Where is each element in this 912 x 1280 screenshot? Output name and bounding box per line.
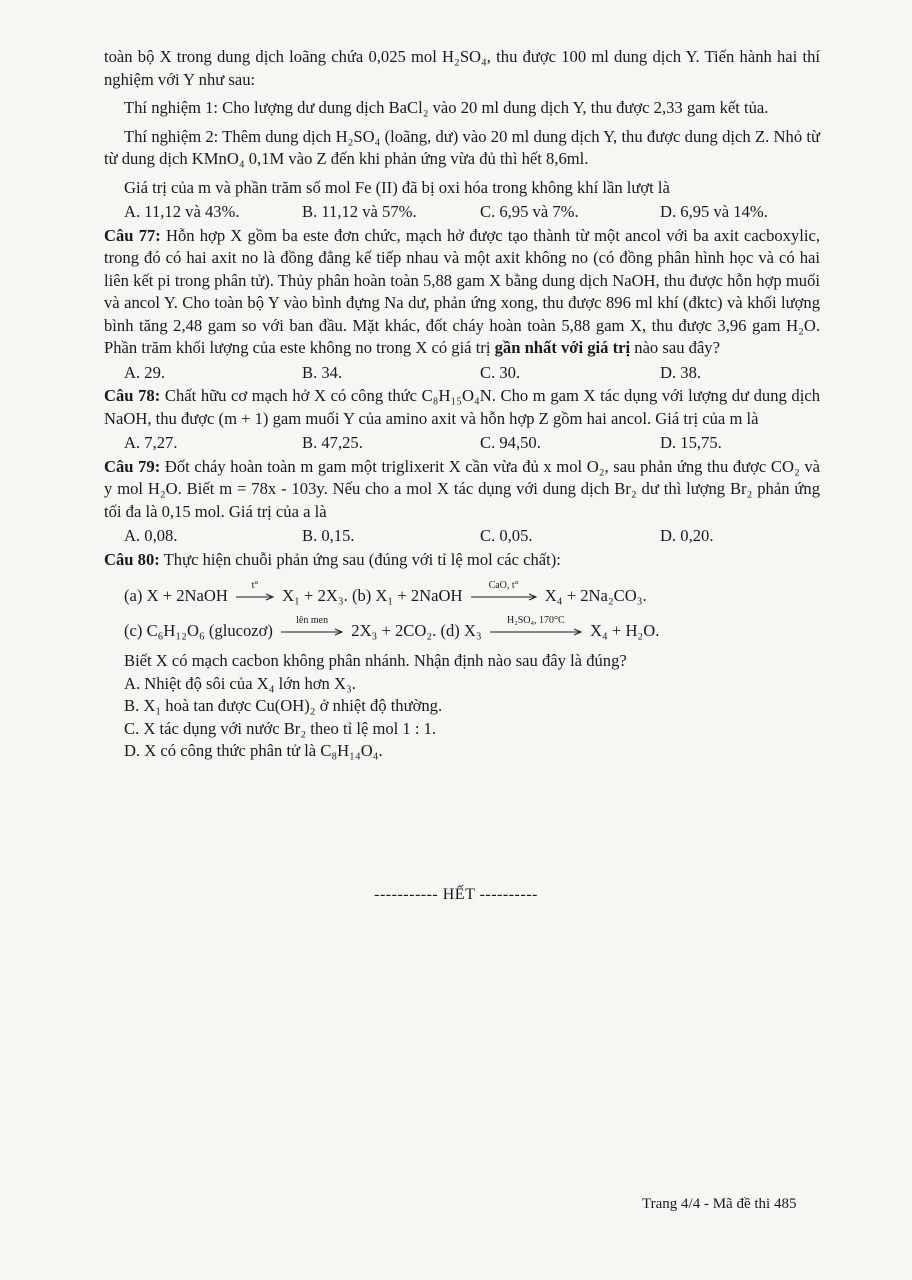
question-emphasis: gần nhất với giá trị bbox=[494, 338, 631, 357]
reaction-b-right: X₄ + 2Na₂CO₃. bbox=[544, 586, 647, 605]
question-text: Đốt cháy hoàn toàn m gam một triglixerit X cần vừa đủ x mol O₂, sau phản ứng thu được CO₂ và y mol H₂O. Biết m = 78x - 103y. Nếu cho a mol X tác dụng với dung dịch Br₂ dư thì lượng Br₂ phản ứng tối đa là 0,15 mol. Giá trị của a là bbox=[104, 456, 820, 521]
reaction-condition: lên men bbox=[296, 614, 329, 626]
option-d: D. 38. bbox=[660, 362, 702, 382]
question-79 bbox=[104, 456, 820, 524]
question-label: Câu 77: bbox=[104, 225, 161, 245]
option-c: C. 6,95 và 7%. bbox=[480, 202, 579, 221]
reaction-a-left: (a) X + 2NaOH bbox=[124, 586, 228, 605]
q78-options bbox=[104, 432, 820, 455]
reaction-condition: H₂SO₄, 170°C bbox=[507, 614, 565, 626]
option-b: B. 11,12 và 57%. bbox=[302, 202, 417, 221]
reaction-arrow bbox=[236, 580, 274, 601]
option-b: B. 34. bbox=[302, 362, 343, 382]
q80-options bbox=[104, 673, 820, 763]
reaction-condition: CaO, t° bbox=[488, 580, 519, 592]
option-a: A. 7,27. bbox=[124, 433, 178, 452]
intro-line: toàn bộ X trong dung dịch loãng chứa 0,025 mol H₂SO₄, thu được 100 ml dung dịch Y. Tiến hành hai thí nghiệm với Y như sau: bbox=[104, 47, 820, 89]
intro-options bbox=[104, 201, 820, 224]
question-label: Câu 80: bbox=[104, 549, 160, 569]
reaction-condition: t° bbox=[251, 580, 259, 592]
question-tail: nào sau đây? bbox=[634, 338, 720, 357]
option-c: C. 94,50. bbox=[480, 433, 541, 452]
reaction-a-right: X₁ + 2X₃. bbox=[282, 586, 348, 605]
option-a: A. Nhiệt độ sôi của X₄ lớn hơn X₃. bbox=[124, 673, 356, 693]
option-d: D. 0,20. bbox=[660, 526, 714, 545]
q77-options bbox=[104, 362, 820, 385]
reaction-arrow bbox=[281, 614, 343, 636]
reaction-line-cd bbox=[104, 614, 820, 643]
question-77 bbox=[104, 225, 820, 360]
question-label: Câu 79: bbox=[104, 456, 161, 476]
option-d: D. 15,75. bbox=[660, 433, 722, 452]
question-text: Thực hiện chuỗi phản ứng sau (đúng với tỉ lệ mol các chất): bbox=[163, 549, 561, 569]
question-text: Chất hữu cơ mạch hở X có công thức C₈H₁₅O₄N. Cho m gam X tác dụng với lượng dư dung dịch NaOH, thu được (m + 1) gam muối Y của amino axit và hỗn hợp Z gồm hai ancol. Giá trị của m là bbox=[104, 386, 821, 428]
option-d: D. X có công thức phân tử là C₈H₁₄O₄. bbox=[124, 741, 383, 760]
question-78 bbox=[104, 385, 820, 430]
experiment-1: Thí nghiệm 1: Cho lượng dư dung dịch BaCl₂ vào 20 ml dung dịch Y, thu được 2,33 gam kết tủa. bbox=[124, 98, 769, 117]
reaction-d-left: (d) X₃ bbox=[440, 620, 482, 640]
intro-question: Giá trị của m và phần trăm số mol Fe (II) đã bị oxi hóa trong không khí lần lượt là bbox=[124, 177, 670, 197]
option-a: A. 0,08. bbox=[124, 526, 178, 545]
option-b: B. 0,15. bbox=[302, 526, 355, 545]
option-b: B. 47,25. bbox=[302, 433, 363, 452]
reaction-b-left: (b) X₁ + 2NaOH bbox=[351, 586, 463, 605]
option-c: C. X tác dụng với nước Br₂ theo tỉ lệ mol 1 : 1. bbox=[124, 718, 437, 738]
option-a: A. 11,12 và 43%. bbox=[124, 202, 240, 221]
reaction-arrow bbox=[471, 580, 537, 601]
reaction-c-left: (c) C₆H₁₂O₆ (glucozơ) bbox=[124, 620, 273, 640]
option-c: C. 30. bbox=[480, 362, 521, 382]
option-b: B. X₁ hoà tan được Cu(OH)₂ ở nhiệt độ thường. bbox=[124, 696, 443, 715]
option-c: C. 0,05. bbox=[480, 526, 533, 545]
question-80 bbox=[104, 549, 820, 572]
end-marker: ----------- HẾT ---------- bbox=[374, 886, 538, 903]
experiment-2: Thí nghiệm 2: Thêm dung dịch H₂SO₄ (loãng, dư) vào 20 ml dung dịch Y, thu được dung dịch Z. Nhỏ từ từ dung dịch KMnO₄ 0,1M vào Z đến khi phản ứng vừa đủ thì hết 8,6ml. bbox=[104, 126, 820, 168]
question-label: Câu 78: bbox=[104, 386, 161, 405]
page-footer: Trang 4/4 - Mã đề thi 485 bbox=[642, 1196, 797, 1212]
reaction-arrow bbox=[490, 614, 582, 636]
reaction-d-right: X₄ + H₂O. bbox=[590, 620, 660, 640]
question-text: Hỗn hợp X gồm ba este đơn chức, mạch hở được tạo thành từ một ancol với ba axit cacboxylic, trong đó có hai axit no là đồng đẳng kế tiếp nhau và một axit không no (có đồng phân hình học và có hai liên kết pi trong phân tử). Thủy phân hoàn toàn 5,88 gam X bằng dung dịch NaOH, thu được hỗn hợp muối và ancol Y. Cho toàn bộ Y vào bình đựng Na dư, phản ứng xong, thu được 896 ml khí (đktc) và khối lượng bình tăng 2,48 gam so với ban đầu. Mặt khác, đốt cháy hoàn toàn 5,88 gam X, thu được 3,96 gam H₂O. Phần trăm khối lượng của este không no trong X có giá trị bbox=[104, 225, 820, 357]
exam-page bbox=[104, 46, 820, 763]
reaction-c-right: 2X₃ + 2CO₂. bbox=[351, 620, 437, 640]
q79-options bbox=[104, 525, 820, 548]
reaction-line-ab bbox=[104, 580, 820, 608]
option-d: D. 6,95 và 14%. bbox=[660, 202, 768, 221]
option-a: A. 29. bbox=[124, 362, 166, 382]
q80-question: Biết X có mạch cacbon không phân nhánh. Nhận định nào sau đây là đúng? bbox=[124, 651, 627, 670]
